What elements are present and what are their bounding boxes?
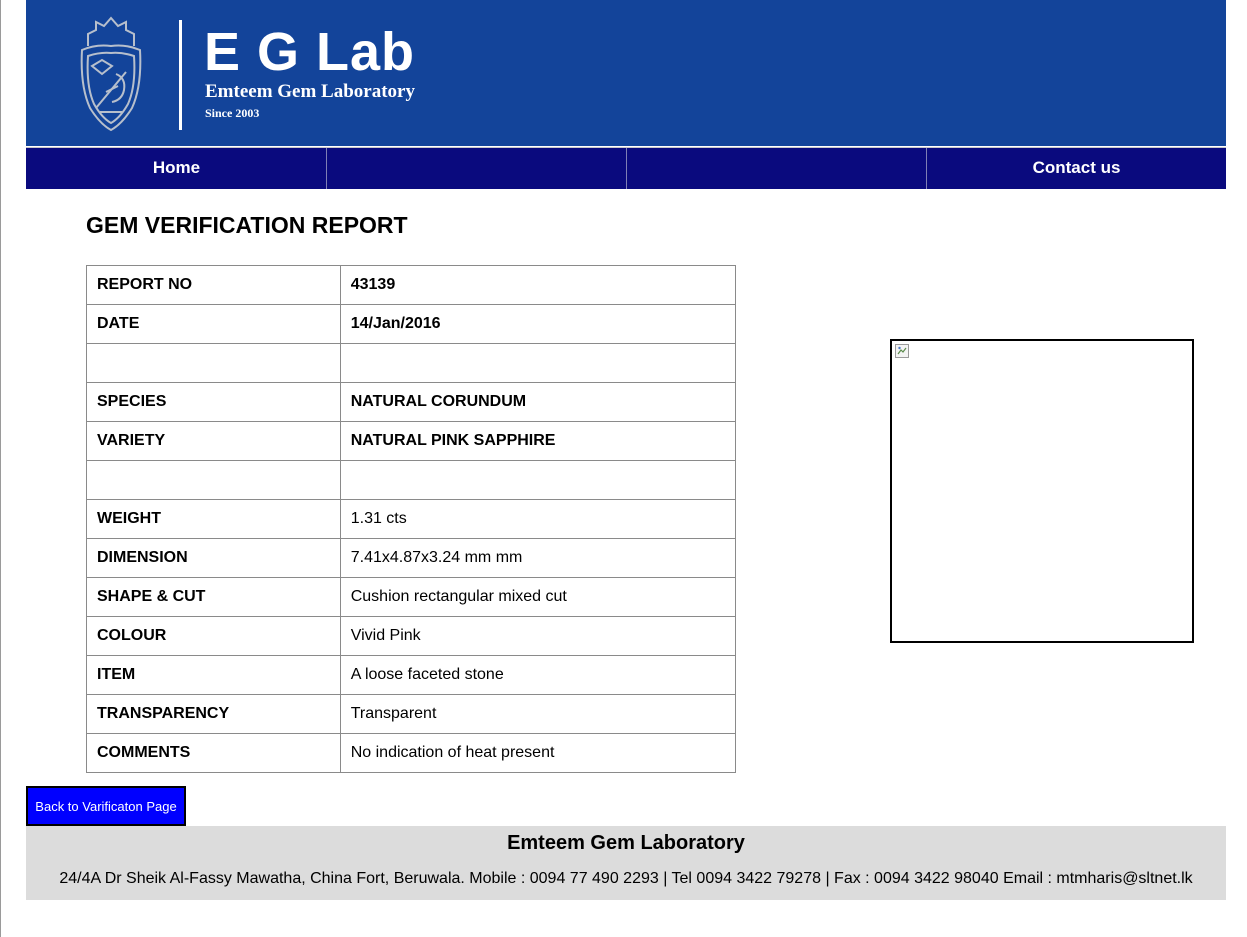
row-value: A loose faceted stone (340, 656, 735, 695)
brand-subtitle: Emteem Gem Laboratory (205, 81, 415, 102)
row-label: SHAPE & CUT (87, 578, 341, 617)
table-row (87, 539, 736, 578)
nav-item-home[interactable]: Home (26, 148, 326, 189)
row-label: TRANSPARENCY (87, 695, 341, 734)
row-value: NATURAL PINK SAPPHIRE (340, 422, 735, 461)
page-title: GEM VERIFICATION REPORT (86, 212, 408, 238)
row-value: No indication of heat present (340, 734, 735, 773)
row-value: Cushion rectangular mixed cut (340, 578, 735, 617)
broken-image-icon (895, 344, 909, 358)
page-left-border (0, 0, 1, 937)
row-value: NATURAL CORUNDUM (340, 383, 735, 422)
row-value: 14/Jan/2016 (340, 305, 735, 344)
row-label: REPORT NO (87, 266, 341, 305)
back-to-verification-button[interactable]: Back to Varificaton Page (26, 786, 186, 826)
row-label: SPECIES (87, 383, 341, 422)
table-row (87, 305, 736, 344)
row-label: DIMENSION (87, 539, 341, 578)
nav-item-contact-us[interactable]: Contact us (926, 148, 1226, 189)
site-header (26, 0, 1226, 146)
nav-item-3[interactable] (626, 148, 926, 189)
row-value: 1.31 cts (340, 500, 735, 539)
table-row (87, 461, 736, 500)
table-row (87, 578, 736, 617)
site-footer (26, 826, 1226, 900)
footer-company-name: Emteem Gem Laboratory (507, 832, 745, 854)
row-label: COLOUR (87, 617, 341, 656)
row-label: VARIETY (87, 422, 341, 461)
row-value: Transparent (340, 695, 735, 734)
nav-item-2[interactable] (326, 148, 626, 189)
row-label: ITEM (87, 656, 341, 695)
row-value: 7.41x4.87x3.24 mm mm (340, 539, 735, 578)
row-value: 43139 (340, 266, 735, 305)
table-row (87, 383, 736, 422)
row-label: DATE (87, 305, 341, 344)
footer-address: 24/4A Dr Sheik Al-Fassy Mawatha, China Fort, Beruwala. Mobile : 0094 77 490 2293 | Tel 0094 3422 79278 | Fax : 0094 3422 98040 Email : mtmharis@sltnet.lk (59, 870, 1193, 887)
row-label (87, 344, 341, 383)
row-value: Vivid Pink (340, 617, 735, 656)
table-row (87, 617, 736, 656)
table-row (87, 266, 736, 305)
row-value (340, 461, 735, 500)
brand-since: Since 2003 (205, 106, 260, 120)
table-row (87, 656, 736, 695)
row-value (340, 344, 735, 383)
row-label: COMMENTS (87, 734, 341, 773)
row-label: WEIGHT (87, 500, 341, 539)
table-row (87, 695, 736, 734)
header-divider (179, 20, 182, 130)
crest-logo-icon (76, 16, 146, 134)
gem-image (890, 339, 1194, 643)
main-nav (26, 147, 1226, 189)
table-row (87, 344, 736, 383)
table-row (87, 734, 736, 773)
brand-title: E G Lab (204, 22, 416, 82)
row-label (87, 461, 341, 500)
table-row (87, 422, 736, 461)
report-table (86, 265, 736, 773)
table-row (87, 500, 736, 539)
